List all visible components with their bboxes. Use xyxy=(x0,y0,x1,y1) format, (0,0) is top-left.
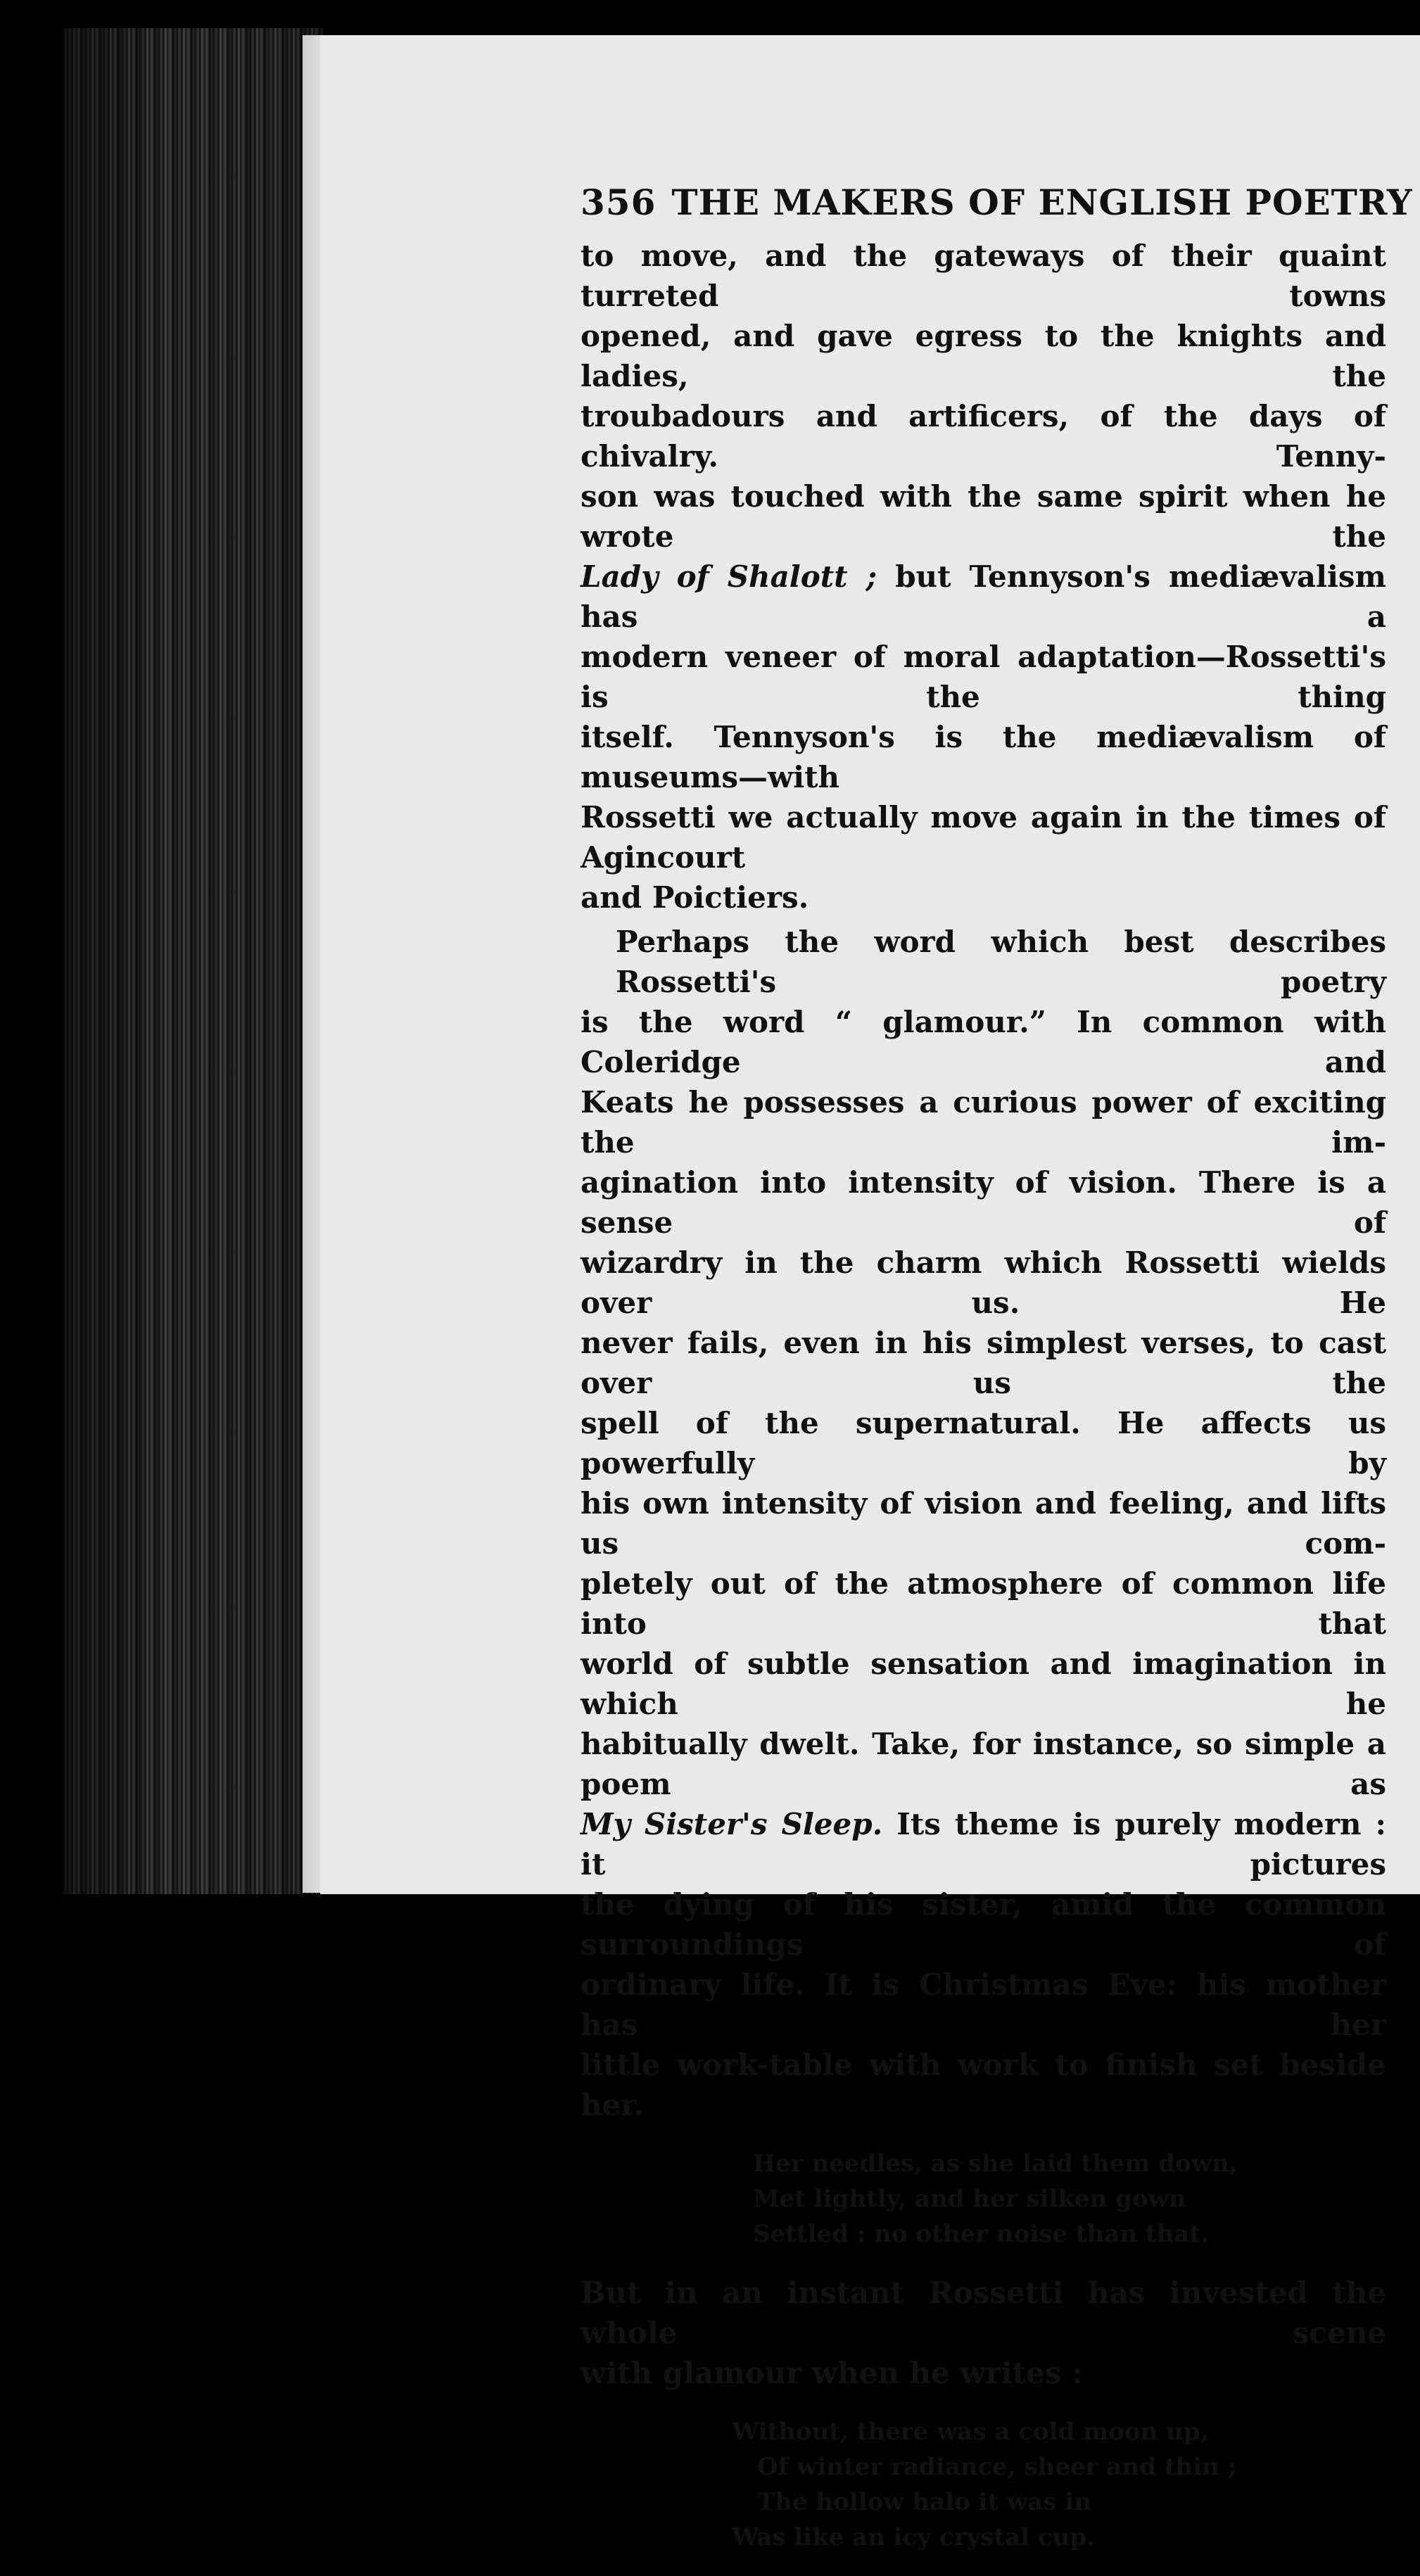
text-line: ordinary life. It is Christmas Eve: his mother has her xyxy=(581,1967,1386,2042)
text-line: spell of the supernatural. He affects us powerfully by xyxy=(581,1406,1386,1480)
text-line: habitually dwelt. Take, for instance, so simple a poem as xyxy=(581,1727,1386,1801)
verse-line: Settled : no other noise than that. xyxy=(753,2220,1209,2248)
page-content xyxy=(581,182,1413,2576)
text-line-with-title xyxy=(581,1804,1386,1884)
poem-title-lady-of-shalott: Lady of Shalott ; xyxy=(581,559,877,594)
text-line: Perhaps the word which best describes Rossetti's poetry xyxy=(616,925,1386,999)
verse-quotation-2 xyxy=(581,2414,1386,2555)
text-line: son was touched with the same spirit when he wrote the xyxy=(581,479,1386,554)
verse-quotation-1 xyxy=(581,2146,1386,2252)
verse-line: The hollow halo it was in xyxy=(757,2488,1092,2516)
page-fore-edge xyxy=(63,28,324,1894)
paragraph-1 xyxy=(581,236,1386,918)
verse-line: Of winter radiance, sheer and thin ; xyxy=(757,2453,1237,2481)
text-line: troubadours and artificers, of the days of chivalry. Tenny- xyxy=(581,399,1386,474)
text-line: wizardry in the charm which Rossetti wields over us. He xyxy=(581,1245,1386,1320)
verse-line: Without, there was a cold moon up, xyxy=(732,2418,1209,2446)
text-line: itself. Tennyson's is the mediævalism of museums—with xyxy=(581,720,1386,794)
text-line: little work-table with work to finish set beside her. xyxy=(581,2048,1386,2122)
paragraph-2 xyxy=(581,922,1386,2125)
text-line: But in an instant Rossetti has invested the whole scene xyxy=(581,2276,1386,2350)
verse-line: Was like an icy crystal cup. xyxy=(732,2523,1095,2551)
text-line: never fails, even in his simplest verses, to cast over us the xyxy=(581,1326,1386,1400)
paragraph-3 xyxy=(581,2273,1386,2393)
text-line: is the word “ glamour.” In common with Coleridge and xyxy=(581,1005,1386,1079)
text-line: his own intensity of vision and feeling, and lifts us com- xyxy=(581,1486,1386,1561)
page-number: 356 xyxy=(581,182,657,223)
text-line: pletely out of the atmosphere of common life into that xyxy=(581,1566,1386,1641)
verse-line: Her needles, as she laid them down, xyxy=(753,2150,1238,2178)
text-line: to move, and the gateways of their quaint turreted towns xyxy=(581,239,1386,313)
body-text xyxy=(581,236,1386,2125)
text-line: with glamour when he writes : xyxy=(581,2356,1083,2390)
verse-line: Met lightly, and her silken gown xyxy=(753,2185,1186,2213)
text-line: modern veneer of moral adaptation—Rossetti's is the thing xyxy=(581,640,1386,714)
text-line: Rossetti we actually move again in the times of Agincourt xyxy=(581,800,1386,875)
poem-title-my-sisters-sleep: My Sister's Sleep. xyxy=(581,1807,883,1841)
text-line: Keats he possesses a curious power of exciting the im- xyxy=(581,1085,1386,1160)
running-head xyxy=(581,182,1413,223)
running-title: THE MAKERS OF ENGLISH POETRY xyxy=(671,182,1413,223)
text-line: agination into intensity of vision. There is a sense of xyxy=(581,1165,1386,1240)
text-line: the dying of his sister, amid the common surroundings of xyxy=(581,1887,1386,1962)
text-line-rest: but Tennyson's mediævalism has a xyxy=(581,559,1386,634)
text-line-with-title xyxy=(581,557,1386,637)
text-line: and Poictiers. xyxy=(581,880,809,915)
body-text-continued xyxy=(581,2273,1386,2393)
text-line: opened, and gave egress to the knights and ladies, the xyxy=(581,319,1386,393)
text-line-rest: Its theme is purely modern : it pictures xyxy=(581,1807,1387,1882)
text-line: world of subtle sensation and imagination in which he xyxy=(581,1647,1386,1721)
